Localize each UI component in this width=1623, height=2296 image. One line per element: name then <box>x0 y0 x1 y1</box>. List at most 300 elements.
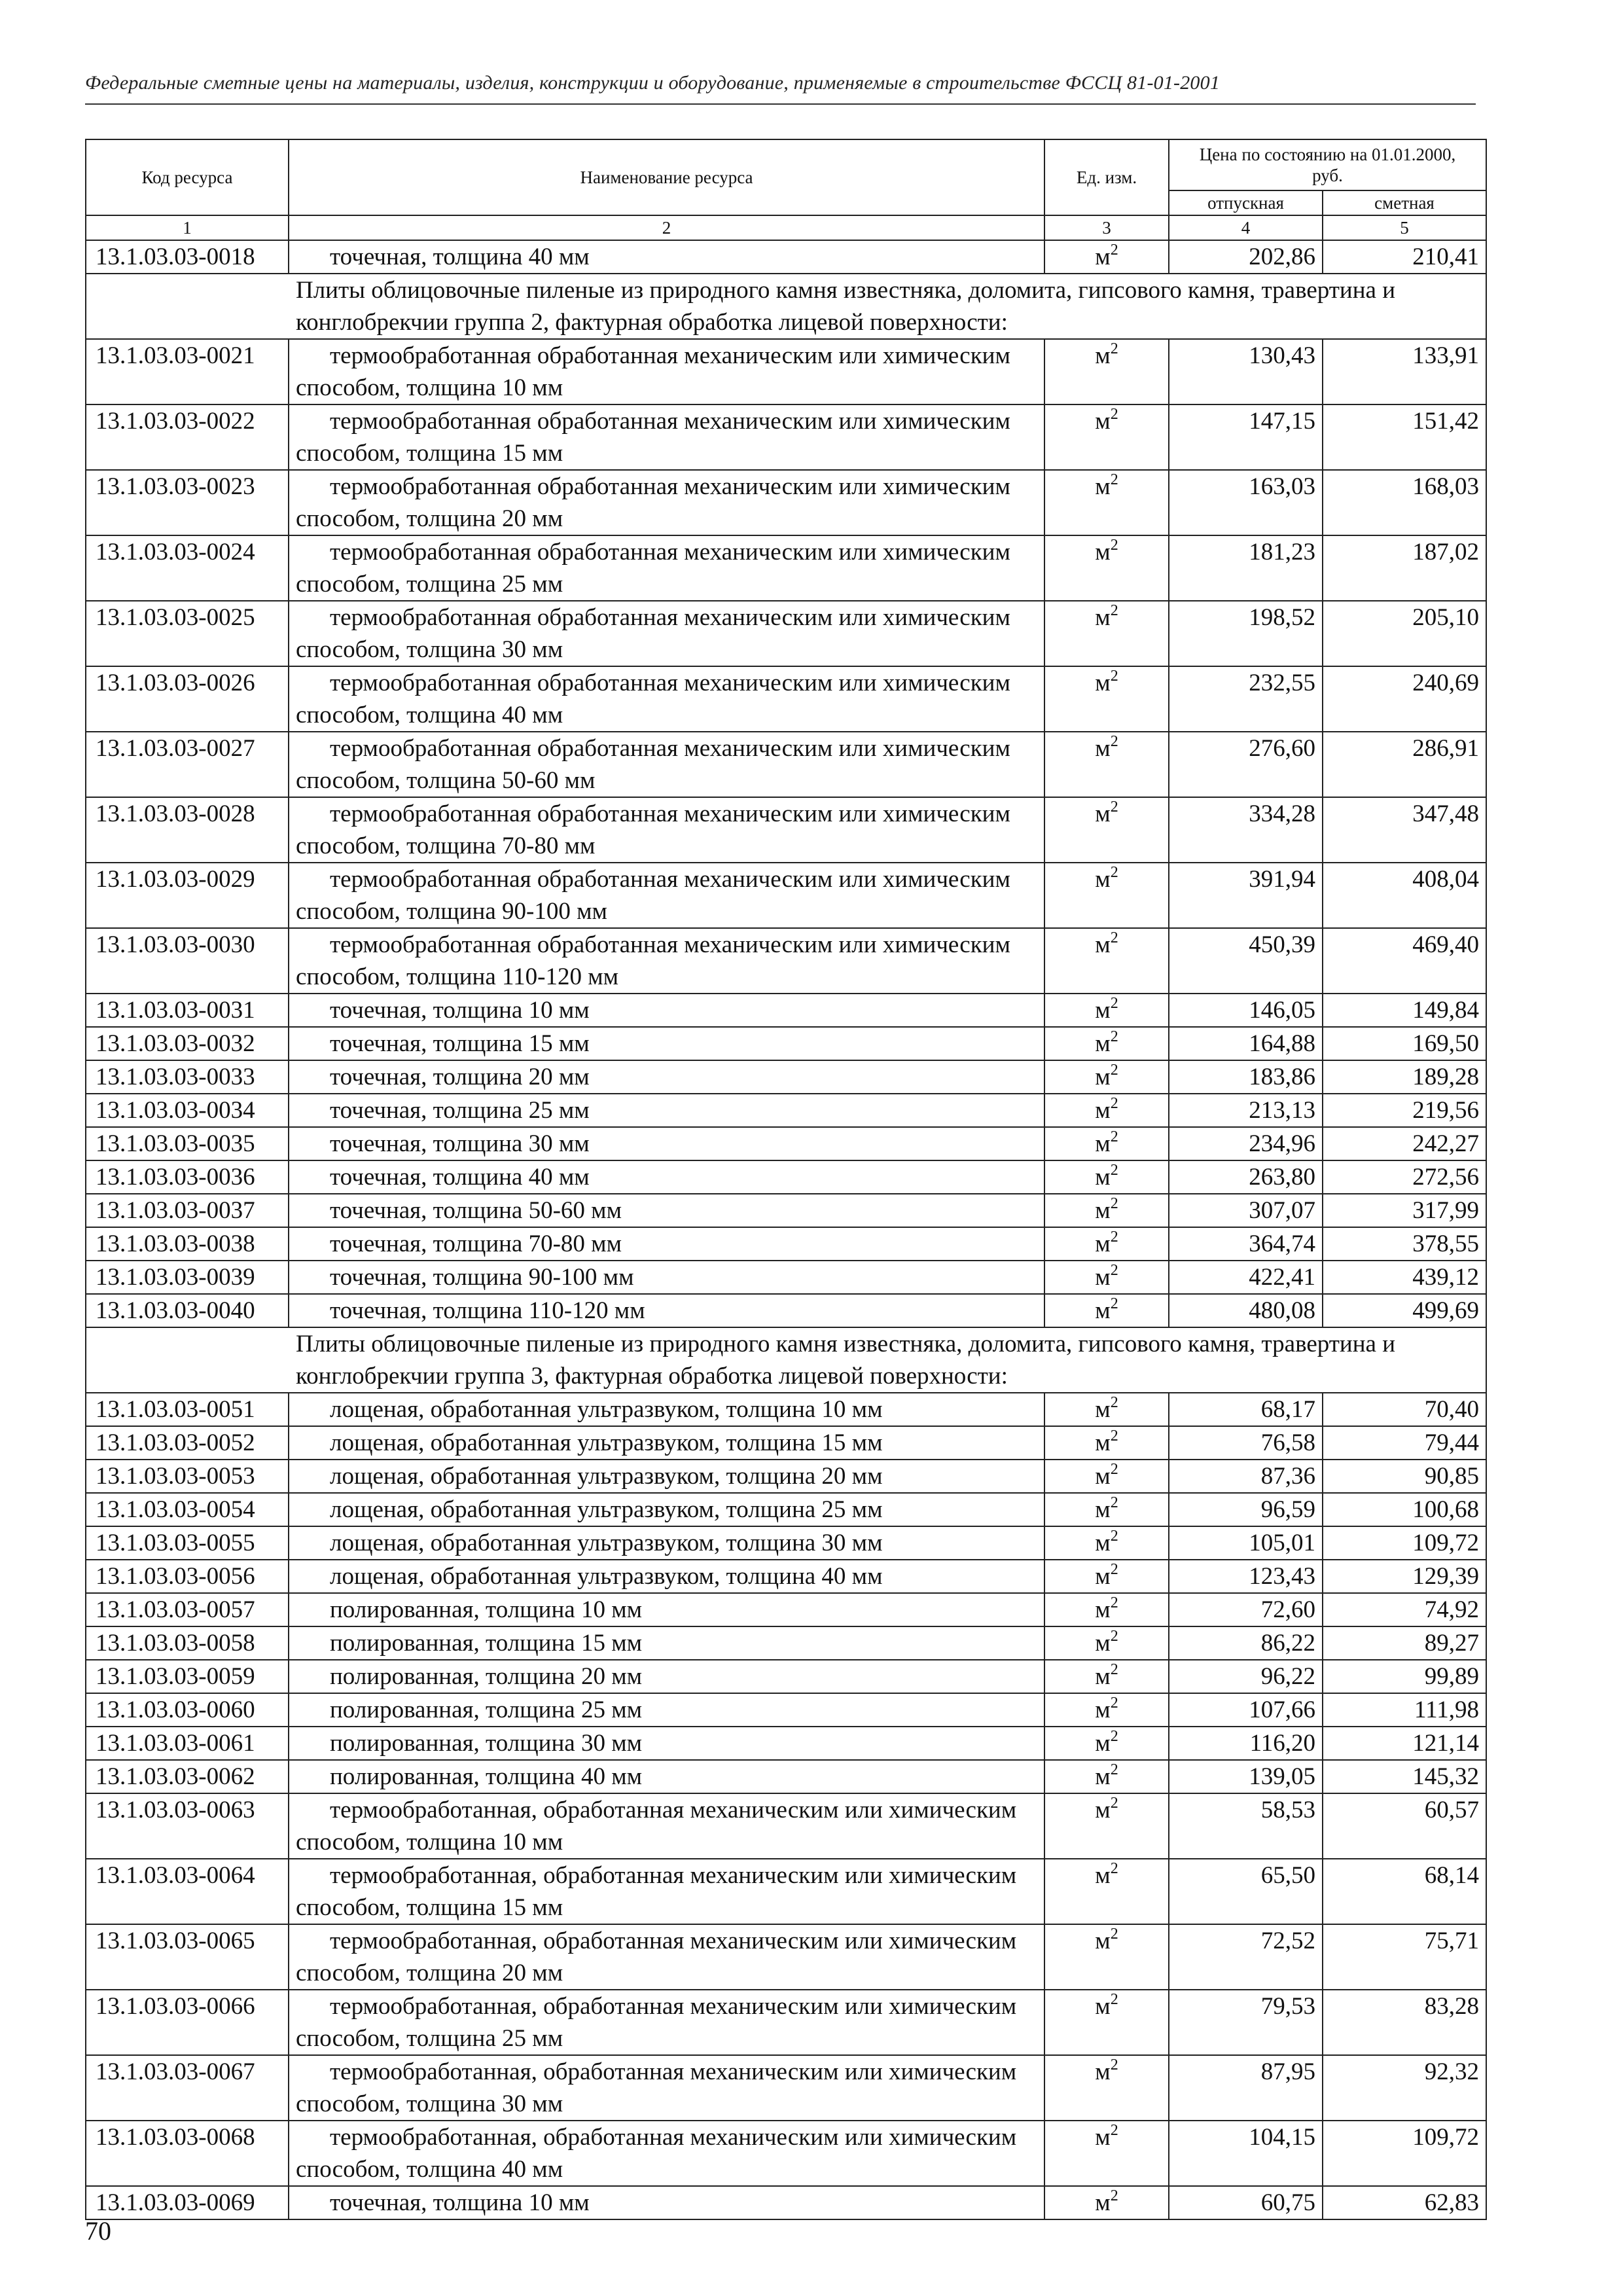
estimate-price: 121,14 <box>1323 1727 1486 1760</box>
column-number: 2 <box>289 215 1044 240</box>
resource-name: термообработанная обработанная механическим или химическим способом, толщина 50-60 мм <box>296 735 1010 794</box>
unit: м <box>1095 1463 1111 1490</box>
unit-cell <box>1044 1460 1169 1493</box>
resource-name-cell <box>289 1660 1044 1693</box>
unit-cell <box>1044 1194 1169 1227</box>
resource-name-cell <box>289 1990 1044 2055</box>
resource-name-cell <box>289 1393 1044 1426</box>
resource-name: точечная, толщина 10 мм <box>330 2189 590 2216</box>
unit: м <box>1095 1928 1111 1954</box>
unit: м <box>1095 1030 1111 1057</box>
table-row <box>86 1924 1486 1990</box>
unit-cell <box>1044 797 1169 863</box>
unit-exponent: 2 <box>1110 1660 1118 1678</box>
estimate-price: 68,14 <box>1323 1859 1486 1924</box>
release-price: 72,60 <box>1169 1593 1323 1626</box>
table-row <box>86 1793 1486 1859</box>
estimate-price: 75,71 <box>1323 1924 1486 1990</box>
release-price: 72,52 <box>1169 1924 1323 1990</box>
header-name: Наименование ресурса <box>289 139 1044 215</box>
release-price: 116,20 <box>1169 1727 1323 1760</box>
unit-exponent: 2 <box>1110 1161 1118 1179</box>
resource-name-cell <box>289 1693 1044 1727</box>
unit-cell <box>1044 1560 1169 1593</box>
release-price: 146,05 <box>1169 994 1323 1027</box>
estimate-price: 109,72 <box>1323 2121 1486 2186</box>
unit-cell <box>1044 1393 1169 1426</box>
estimate-price: 347,48 <box>1323 797 1486 863</box>
estimate-price: 286,91 <box>1323 732 1486 797</box>
resource-name-cell <box>289 2121 1044 2186</box>
unit-exponent: 2 <box>1110 1194 1118 1212</box>
resource-name-cell <box>289 1493 1044 1526</box>
unit-exponent: 2 <box>1110 1295 1118 1312</box>
resource-name: точечная, толщина 90-100 мм <box>330 1264 634 1291</box>
unit-cell <box>1044 1626 1169 1660</box>
column-number: 3 <box>1044 215 1169 240</box>
unit-exponent: 2 <box>1110 2056 1118 2073</box>
resource-name-cell <box>289 1760 1044 1793</box>
resource-name: лощеная, обработанная ультразвуком, толщина 10 мм <box>330 1396 883 1423</box>
release-price: 450,39 <box>1169 928 1323 994</box>
table-row <box>86 1160 1486 1194</box>
unit: м <box>1095 2058 1111 2085</box>
resource-code: 13.1.03.03-0037 <box>86 1194 289 1227</box>
release-price: 96,59 <box>1169 1493 1323 1526</box>
resource-name: термообработанная обработанная механическим или химическим способом, толщина 15 мм <box>296 408 1010 467</box>
unit-cell <box>1044 1160 1169 1194</box>
estimate-price: 151,42 <box>1323 404 1486 470</box>
unit: м <box>1095 1130 1111 1157</box>
table-row <box>86 1990 1486 2055</box>
group-heading-row <box>86 274 1486 339</box>
unit-exponent: 2 <box>1110 471 1118 488</box>
resource-name-cell <box>289 666 1044 732</box>
release-price: 163,03 <box>1169 470 1323 535</box>
resource-name-cell <box>289 1160 1044 1194</box>
resource-code: 13.1.03.03-0034 <box>86 1094 289 1127</box>
unit-cell <box>1044 535 1169 601</box>
resource-name: точечная, толщина 15 мм <box>330 1030 590 1057</box>
release-price: 123,43 <box>1169 1560 1323 1593</box>
unit-exponent: 2 <box>1110 2187 1118 2204</box>
resource-name-cell <box>289 1027 1044 1060</box>
estimate-price: 74,92 <box>1323 1593 1486 1626</box>
unit: м <box>1095 997 1111 1024</box>
unit: м <box>1095 539 1111 565</box>
resource-name: термообработанная, обработанная механическим или химическим способом, толщина 25 мм <box>296 1993 1017 2052</box>
release-price: 130,43 <box>1169 339 1323 404</box>
resource-name: термообработанная обработанная механическим или химическим способом, толщина 30 мм <box>296 604 1010 663</box>
table-row <box>86 732 1486 797</box>
resource-name: полированная, толщина 30 мм <box>330 1730 643 1757</box>
resource-code: 13.1.03.03-0035 <box>86 1127 289 1160</box>
unit-exponent: 2 <box>1110 1627 1118 1645</box>
resource-name-cell <box>289 1426 1044 1460</box>
resource-name-cell <box>289 240 1044 274</box>
unit: м <box>1095 1197 1111 1224</box>
resource-name-cell <box>289 1060 1044 1094</box>
resource-code: 13.1.03.03-0036 <box>86 1160 289 1194</box>
resource-code: 13.1.03.03-0053 <box>86 1460 289 1493</box>
resource-code: 13.1.03.03-0025 <box>86 601 289 666</box>
estimate-price: 272,56 <box>1323 1160 1486 1194</box>
unit: м <box>1095 1993 1111 2020</box>
unit-cell <box>1044 1060 1169 1094</box>
unit-exponent: 2 <box>1110 2121 1118 2139</box>
resource-name-cell <box>289 1727 1044 1760</box>
resource-name: лощеная, обработанная ультразвуком, толщина 25 мм <box>330 1496 883 1523</box>
unit-cell <box>1044 404 1169 470</box>
release-price: 105,01 <box>1169 1526 1323 1560</box>
estimate-price: 169,50 <box>1323 1027 1486 1060</box>
unit-exponent: 2 <box>1110 667 1118 685</box>
resource-code: 13.1.03.03-0038 <box>86 1227 289 1261</box>
resource-name: термообработанная обработанная механическим или химическим способом, толщина 70-80 мм <box>296 800 1010 859</box>
release-price: 480,08 <box>1169 1294 1323 1327</box>
table-row <box>86 1261 1486 1294</box>
table-row <box>86 601 1486 666</box>
estimate-price: 109,72 <box>1323 1526 1486 1560</box>
release-price: 232,55 <box>1169 666 1323 732</box>
table-row <box>86 1294 1486 1327</box>
resource-name-cell <box>289 601 1044 666</box>
table-row <box>86 1593 1486 1626</box>
resource-code: 13.1.03.03-0061 <box>86 1727 289 1760</box>
unit: м <box>1095 342 1111 369</box>
table-body <box>86 240 1486 2219</box>
resource-name-cell <box>289 1560 1044 1593</box>
unit: м <box>1095 1630 1111 1657</box>
table-row <box>86 928 1486 994</box>
resource-name-cell <box>289 339 1044 404</box>
table-row <box>86 2121 1486 2186</box>
table-row <box>86 1460 1486 1493</box>
unit-cell <box>1044 2186 1169 2219</box>
resource-name: термообработанная обработанная механическим или химическим способом, толщина 25 мм <box>296 539 1010 598</box>
resource-name-cell <box>289 1227 1044 1261</box>
release-price: 65,50 <box>1169 1859 1323 1924</box>
resource-name: точечная, толщина 40 мм <box>330 243 590 270</box>
unit: м <box>1095 735 1111 762</box>
resource-name: точечная, толщина 70-80 мм <box>330 1230 622 1257</box>
unit-exponent: 2 <box>1110 1494 1118 1511</box>
unit: м <box>1095 408 1111 435</box>
unit-exponent: 2 <box>1110 241 1118 259</box>
unit-exponent: 2 <box>1110 1061 1118 1079</box>
estimate-price: 439,12 <box>1323 1261 1486 1294</box>
unit: м <box>1095 1862 1111 1889</box>
resource-code: 13.1.03.03-0026 <box>86 666 289 732</box>
unit-exponent: 2 <box>1110 405 1118 423</box>
unit-exponent: 2 <box>1110 1427 1118 1444</box>
release-price: 334,28 <box>1169 797 1323 863</box>
unit-cell <box>1044 339 1169 404</box>
resource-code: 13.1.03.03-0056 <box>86 1560 289 1593</box>
unit: м <box>1095 866 1111 893</box>
unit-cell <box>1044 732 1169 797</box>
unit: м <box>1095 1730 1111 1757</box>
page-number: 70 <box>85 2216 111 2246</box>
unit-cell <box>1044 1294 1169 1327</box>
table-row <box>86 1094 1486 1127</box>
resource-name-cell <box>289 1793 1044 1859</box>
resource-code: 13.1.03.03-0051 <box>86 1393 289 1426</box>
release-price: 86,22 <box>1169 1626 1323 1660</box>
unit-exponent: 2 <box>1110 1925 1118 1943</box>
estimate-price: 70,40 <box>1323 1393 1486 1426</box>
estimate-price: 205,10 <box>1323 601 1486 666</box>
estimate-price: 189,28 <box>1323 1060 1486 1094</box>
release-price: 213,13 <box>1169 1094 1323 1127</box>
unit: м <box>1095 1164 1111 1191</box>
resource-name: термообработанная обработанная механическим или химическим способом, толщина 40 мм <box>296 670 1010 728</box>
estimate-price: 210,41 <box>1323 240 1486 274</box>
estimate-price: 129,39 <box>1323 1560 1486 1593</box>
resource-name-cell <box>289 1460 1044 1493</box>
table-row <box>86 1560 1486 1593</box>
resource-name: точечная, толщина 10 мм <box>330 997 590 1024</box>
column-number: 5 <box>1323 215 1486 240</box>
resource-code: 13.1.03.03-0068 <box>86 2121 289 2186</box>
resource-code: 13.1.03.03-0066 <box>86 1990 289 2055</box>
resource-code: 13.1.03.03-0028 <box>86 797 289 863</box>
unit: м <box>1095 1530 1111 1556</box>
unit: м <box>1095 1297 1111 1324</box>
unit: м <box>1095 473 1111 500</box>
header-estimate-price: сметная <box>1323 190 1486 215</box>
resource-code: 13.1.03.03-0062 <box>86 1760 289 1793</box>
unit-exponent: 2 <box>1110 798 1118 816</box>
estimate-price: 187,02 <box>1323 535 1486 601</box>
unit-cell <box>1044 1760 1169 1793</box>
release-price: 364,74 <box>1169 1227 1323 1261</box>
unit: м <box>1095 1696 1111 1723</box>
resource-name-cell <box>289 1194 1044 1227</box>
unit-cell <box>1044 1261 1169 1294</box>
header-release-price: отпускная <box>1169 190 1323 215</box>
resource-name-cell <box>289 1859 1044 1924</box>
resource-name-cell <box>289 1294 1044 1327</box>
unit: м <box>1095 1230 1111 1257</box>
table-row <box>86 1194 1486 1227</box>
release-price: 164,88 <box>1169 1027 1323 1060</box>
table-row <box>86 404 1486 470</box>
unit: м <box>1095 1264 1111 1291</box>
unit-cell <box>1044 994 1169 1027</box>
unit-exponent: 2 <box>1110 1261 1118 1279</box>
unit-cell <box>1044 240 1169 274</box>
resource-name-cell <box>289 732 1044 797</box>
unit-cell <box>1044 1859 1169 1924</box>
unit-cell <box>1044 1526 1169 1560</box>
unit-cell <box>1044 1127 1169 1160</box>
resource-code: 13.1.03.03-0030 <box>86 928 289 994</box>
unit: м <box>1095 800 1111 827</box>
resource-name-cell <box>289 1127 1044 1160</box>
estimate-price: 408,04 <box>1323 863 1486 928</box>
resource-name: точечная, толщина 50-60 мм <box>330 1197 622 1224</box>
release-price: 79,53 <box>1169 1990 1323 2055</box>
unit-exponent: 2 <box>1110 340 1118 357</box>
unit-exponent: 2 <box>1110 601 1118 619</box>
table-row <box>86 994 1486 1027</box>
estimate-price: 90,85 <box>1323 1460 1486 1493</box>
resource-code: 13.1.03.03-0033 <box>86 1060 289 1094</box>
resource-name-cell <box>289 404 1044 470</box>
table-row <box>86 1526 1486 1560</box>
unit-cell <box>1044 1493 1169 1526</box>
resource-name-cell <box>289 797 1044 863</box>
unit: м <box>1095 670 1111 696</box>
resource-code: 13.1.03.03-0023 <box>86 470 289 535</box>
unit: м <box>1095 604 1111 631</box>
resource-code: 13.1.03.03-0060 <box>86 1693 289 1727</box>
resource-code: 13.1.03.03-0059 <box>86 1660 289 1693</box>
release-price: 234,96 <box>1169 1127 1323 1160</box>
table-row <box>86 1859 1486 1924</box>
estimate-price: 240,69 <box>1323 666 1486 732</box>
table-row <box>86 1760 1486 1793</box>
table-row <box>86 1393 1486 1426</box>
release-price: 181,23 <box>1169 535 1323 601</box>
unit: м <box>1095 1663 1111 1690</box>
resource-name: полированная, толщина 15 мм <box>330 1630 643 1657</box>
release-price: 139,05 <box>1169 1760 1323 1793</box>
unit-cell <box>1044 1693 1169 1727</box>
release-price: 76,58 <box>1169 1426 1323 1460</box>
resource-name: термообработанная, обработанная механическим или химическим способом, толщина 10 мм <box>296 1797 1017 1856</box>
resource-code: 13.1.03.03-0039 <box>86 1261 289 1294</box>
unit: м <box>1095 2189 1111 2216</box>
table-row <box>86 1727 1486 1760</box>
resource-name: термообработанная обработанная механическим или химическим способом, толщина 90-100 мм <box>296 866 1010 925</box>
resource-name-cell <box>289 1626 1044 1660</box>
unit-exponent: 2 <box>1110 1527 1118 1545</box>
resource-name: полированная, толщина 10 мм <box>330 1596 643 1623</box>
resource-name: лощеная, обработанная ультразвуком, толщина 40 мм <box>330 1563 883 1590</box>
unit-cell <box>1044 1027 1169 1060</box>
unit-cell <box>1044 1426 1169 1460</box>
resource-code: 13.1.03.03-0021 <box>86 339 289 404</box>
column-number: 1 <box>86 215 289 240</box>
unit-exponent: 2 <box>1110 1560 1118 1578</box>
table-row <box>86 339 1486 404</box>
release-price: 96,22 <box>1169 1660 1323 1693</box>
resource-code: 13.1.03.03-0040 <box>86 1294 289 1327</box>
unit-exponent: 2 <box>1110 1694 1118 1712</box>
estimate-price: 378,55 <box>1323 1227 1486 1261</box>
unit-exponent: 2 <box>1110 1094 1118 1112</box>
estimate-price: 100,68 <box>1323 1493 1486 1526</box>
resource-code: 13.1.03.03-0054 <box>86 1493 289 1526</box>
resource-code: 13.1.03.03-0067 <box>86 2055 289 2121</box>
unit-exponent: 2 <box>1110 1761 1118 1778</box>
resource-name: точечная, толщина 25 мм <box>330 1097 590 1124</box>
estimate-price: 145,32 <box>1323 1760 1486 1793</box>
resource-name: термообработанная, обработанная механическим или химическим способом, толщина 30 мм <box>296 2058 1017 2117</box>
unit-cell <box>1044 470 1169 535</box>
unit-cell <box>1044 1924 1169 1990</box>
resource-name: термообработанная, обработанная механическим или химическим способом, толщина 20 мм <box>296 1928 1017 1986</box>
estimate-price: 79,44 <box>1323 1426 1486 1460</box>
column-number-row <box>86 215 1486 240</box>
resource-code: 13.1.03.03-0032 <box>86 1027 289 1060</box>
unit-exponent: 2 <box>1110 863 1118 881</box>
resource-name-cell <box>289 470 1044 535</box>
resource-name-cell <box>289 863 1044 928</box>
resource-name: точечная, толщина 30 мм <box>330 1130 590 1157</box>
resource-code: 13.1.03.03-0058 <box>86 1626 289 1660</box>
header-unit: Ед. изм. <box>1044 139 1169 215</box>
table-row <box>86 1693 1486 1727</box>
unit-exponent: 2 <box>1110 1727 1118 1745</box>
table-row <box>86 797 1486 863</box>
unit-exponent: 2 <box>1110 1128 1118 1145</box>
resource-name: лощеная, обработанная ультразвуком, толщина 15 мм <box>330 1429 883 1456</box>
resource-name: термообработанная обработанная механическим или химическим способом, толщина 110-120 мм <box>296 931 1010 990</box>
header-rule <box>85 103 1476 105</box>
release-price: 87,95 <box>1169 2055 1323 2121</box>
resource-name: точечная, толщина 40 мм <box>330 1164 590 1191</box>
estimate-price: 111,98 <box>1323 1693 1486 1727</box>
table-header-row <box>86 139 1486 190</box>
unit-exponent: 2 <box>1110 1859 1118 1877</box>
group-heading: Плиты облицовочные пиленые из природного камня известняка, доломита, гипсового камня, травертина и конглобрекчии группа 3, фактурная обработка лицевой поверхности: <box>86 1327 1486 1393</box>
unit: м <box>1095 1763 1111 1790</box>
resource-name: полированная, толщина 20 мм <box>330 1663 643 1690</box>
unit-cell <box>1044 1593 1169 1626</box>
unit-exponent: 2 <box>1110 1393 1118 1411</box>
estimate-price: 317,99 <box>1323 1194 1486 1227</box>
resource-name: термообработанная обработанная механическим или химическим способом, толщина 20 мм <box>296 473 1010 532</box>
unit: м <box>1095 243 1111 270</box>
release-price: 391,94 <box>1169 863 1323 928</box>
resource-name-cell <box>289 1261 1044 1294</box>
resource-name-cell <box>289 2186 1044 2219</box>
column-number: 4 <box>1169 215 1323 240</box>
resource-name: точечная, толщина 110-120 мм <box>330 1297 645 1324</box>
release-price: 198,52 <box>1169 601 1323 666</box>
unit: м <box>1095 1596 1111 1623</box>
table-row <box>86 535 1486 601</box>
unit-exponent: 2 <box>1110 1990 1118 2008</box>
unit: м <box>1095 1797 1111 1823</box>
resource-code: 13.1.03.03-0069 <box>86 2186 289 2219</box>
resource-name-cell <box>289 1593 1044 1626</box>
resource-code: 13.1.03.03-0018 <box>86 240 289 274</box>
unit-cell <box>1044 666 1169 732</box>
table-row <box>86 2186 1486 2219</box>
resource-code: 13.1.03.03-0057 <box>86 1593 289 1626</box>
resource-name-cell <box>289 535 1044 601</box>
table-row <box>86 863 1486 928</box>
estimate-price: 133,91 <box>1323 339 1486 404</box>
release-price: 183,86 <box>1169 1060 1323 1094</box>
estimate-price: 469,40 <box>1323 928 1486 994</box>
estimate-price: 60,57 <box>1323 1793 1486 1859</box>
table-row <box>86 1626 1486 1660</box>
resource-code: 13.1.03.03-0022 <box>86 404 289 470</box>
release-price: 68,17 <box>1169 1393 1323 1426</box>
estimate-price: 499,69 <box>1323 1294 1486 1327</box>
table-row <box>86 666 1486 732</box>
resource-name-cell <box>289 1094 1044 1127</box>
resource-name: лощеная, обработанная ультразвуком, толщина 30 мм <box>330 1530 883 1556</box>
resource-name-cell <box>289 994 1044 1027</box>
resource-code: 13.1.03.03-0064 <box>86 1859 289 1924</box>
estimate-price: 83,28 <box>1323 1990 1486 2055</box>
